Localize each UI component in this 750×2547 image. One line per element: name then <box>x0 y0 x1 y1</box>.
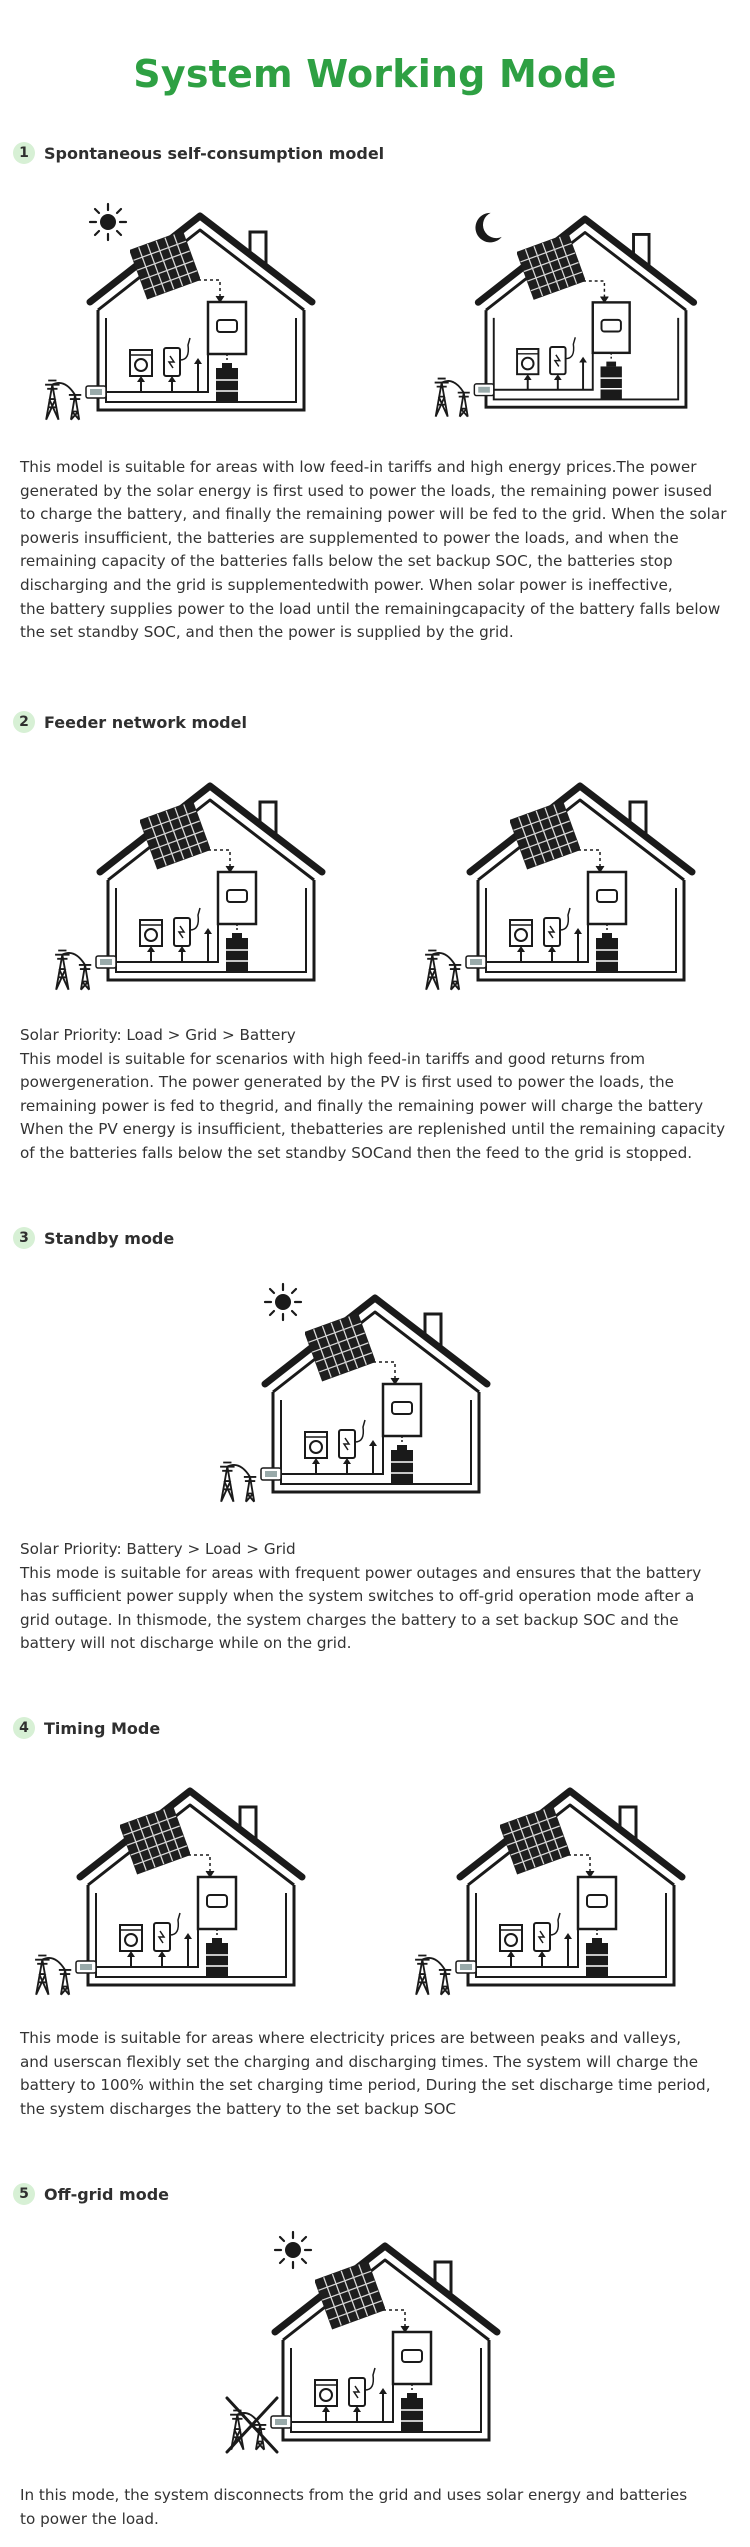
sun-icon <box>90 204 126 240</box>
section-heading-4 <box>13 1717 160 1739</box>
solar-panel-icon <box>500 1806 570 1873</box>
moon-icon <box>475 213 501 243</box>
section-body-1 <box>20 456 742 645</box>
paragraph-line: When the PV energy is insufficient, thebatteries are replenished until the remaining capacity <box>20 1120 726 1139</box>
paragraph-line: battery to 100% within the set charging time period, During the set discharge time period, <box>20 2076 711 2095</box>
timing-mode-diagram-right <box>400 1775 740 2005</box>
power-tower-icon <box>435 379 470 417</box>
self-consumption-night-diagram <box>420 200 750 430</box>
section-heading-5 <box>13 2183 169 2205</box>
paragraph-line: powergeneration. The power generated by the PV is first used to power the loads, the <box>20 1073 674 1092</box>
solar-panel-icon <box>140 801 210 868</box>
solar-panel-icon <box>315 2261 385 2328</box>
paragraph-line: poweris insufficient, the batteries are supplemented to power the loads, and when the <box>20 528 679 547</box>
timing-mode-diagram-left <box>20 1775 360 2005</box>
paragraph-line: This mode is suitable for areas with frequent power outages and ensures that the battery <box>20 1563 702 1582</box>
section-title: Off-grid mode <box>44 2184 170 2204</box>
paragraph-line: grid outage. In thismode, the system charges the battery to a set backup SOC and the <box>20 1610 679 1629</box>
paragraph-line: generated by the solar energy is first used to power the loads, the remaining power isused <box>20 481 713 500</box>
paragraph-line: the battery supplies power to the load until the remainingcapacity of the battery falls below <box>20 599 721 618</box>
solar-panel-icon <box>130 231 200 298</box>
paragraph-line: remaining capacity of the batteries falls below the set backup SOC, the batteries stop <box>20 552 673 571</box>
section-body-2 <box>20 1024 742 1166</box>
paragraph-line: This mode is suitable for areas where electricity prices are between peaks and valleys, <box>20 2029 682 2047</box>
power-tower-icon <box>220 1463 256 1502</box>
solar-panel-icon <box>305 1313 375 1380</box>
paragraph-line: Solar Priority: Load > Grid > Battery <box>20 1026 296 1044</box>
sun-icon <box>275 2232 311 2268</box>
paragraph-line: This model is suitable for areas with low feed-in tariffs and high energy prices.The power <box>20 458 697 476</box>
power-tower-icon <box>55 951 91 990</box>
off-grid-mode-diagram <box>215 2230 555 2460</box>
section-heading-2 <box>13 711 247 733</box>
section-heading-1 <box>13 142 384 164</box>
power-tower-icon <box>415 1956 451 1995</box>
paragraph-line: battery will not discharge while on the grid. <box>20 1634 352 1653</box>
feeder-network-diagram-right <box>410 770 750 1000</box>
section-number-badge: 4 <box>13 1717 35 1739</box>
paragraph-line: remaining power is fed to thegrid, and finally the remaining power will charge the battery <box>20 1096 704 1115</box>
paragraph-line: discharging and the grid is supplementedwith power. When solar power is ineffective, <box>20 575 673 594</box>
section-heading-3 <box>13 1227 174 1249</box>
section-body-5 <box>20 2484 742 2531</box>
grid-disconnected-cross-icon <box>227 2398 277 2452</box>
paragraph-line: the system discharges the battery to the set backup SOC <box>20 2099 457 2118</box>
section-title: Feeder network model <box>44 712 247 732</box>
section-body-3 <box>20 1538 742 1656</box>
power-tower-icon <box>425 951 461 990</box>
paragraph-line: In this mode, the system disconnects from the grid and uses solar energy and batteries <box>20 2486 688 2504</box>
paragraph-line: This model is suitable for scenarios with high feed-in tariffs and good returns from <box>20 1049 646 1068</box>
standby-mode-diagram <box>205 1282 545 1512</box>
solar-panel-icon <box>517 234 585 299</box>
section-body-4 <box>20 2027 742 2121</box>
power-tower-icon <box>45 381 81 420</box>
paragraph-line: has sufficient power supply when the system switches to off-grid operation mode after a <box>20 1587 695 1606</box>
solar-panel-icon <box>120 1806 190 1873</box>
section-title: Standby mode <box>44 1228 175 1248</box>
paragraph-line: Solar Priority: Battery > Load > Grid <box>20 1540 296 1558</box>
paragraph-line: the set standby SOC, and then the power is supplied by the grid. <box>20 623 514 642</box>
section-number-badge: 3 <box>13 1227 35 1249</box>
paragraph-line: of the batteries falls below the set standby SOCand then the feed to the grid is stopped. <box>20 1143 693 1162</box>
feeder-network-diagram-left <box>40 770 380 1000</box>
section-number-badge: 2 <box>13 711 35 733</box>
self-consumption-day-diagram <box>30 200 370 430</box>
paragraph-line: to power the load. <box>20 2509 159 2528</box>
section-title: Spontaneous self-consumption model <box>44 143 385 163</box>
section-title: Timing Mode <box>44 1718 161 1738</box>
page-title: System Working Mode <box>133 52 617 96</box>
paragraph-line: to charge the battery, and finally the remaining power will be fed to the grid. When the solar <box>20 505 727 524</box>
sun-icon <box>265 1284 301 1320</box>
section-number-badge: 1 <box>13 142 35 164</box>
paragraph-line: and userscan flexibly set the charging and discharging times. The system will charge the <box>20 2052 699 2071</box>
section-number-badge: 5 <box>13 2183 35 2205</box>
power-tower-icon <box>35 1956 71 1995</box>
solar-panel-icon <box>510 801 580 868</box>
